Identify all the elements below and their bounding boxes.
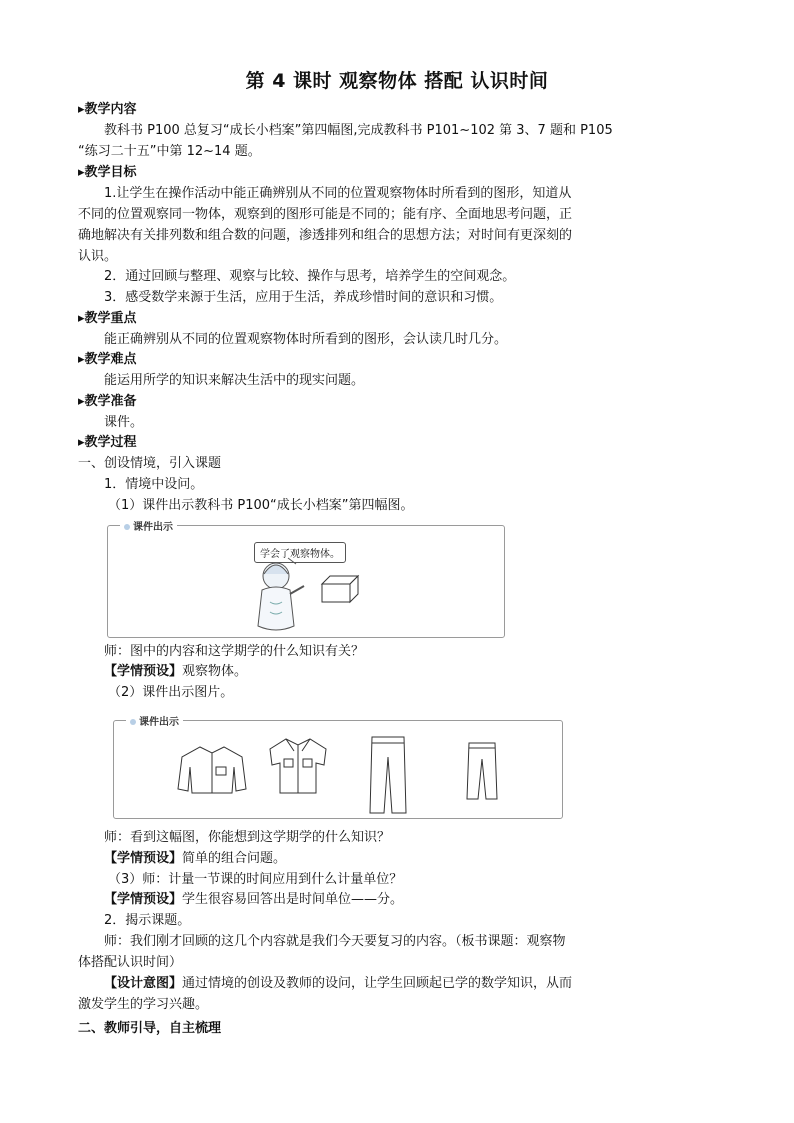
process-step-1-2: （2）课件出示图片。 <box>108 685 234 700</box>
teacher-line-b: 体搭配认识时间） <box>78 955 183 970</box>
goal-line-1c: 确地解决有关排列数和组合数的问题，渗透排列和组合的思想方法；对时间有更深刻的 <box>78 228 573 243</box>
girl-with-speech-bubble-icon <box>248 554 328 636</box>
process-step-1-1: （1）课件出示教科书 P100“成长小档案”第四幅图。 <box>108 498 414 513</box>
speech-bubble: 学会了观察物体。 <box>254 542 346 563</box>
goal-line-3: 3．感受数学来源于生活，应用于生活，养成珍惜时间的意识和习惯。 <box>104 290 503 305</box>
process-section-1: 一、创设情境，引入课题 <box>78 456 222 471</box>
answer-1: 【学情预设】观察物体。 <box>104 664 248 679</box>
question-3: （3）师：计量一节课的时间应用到什么计量单位？ <box>108 872 403 887</box>
content-line-2: “练习二十五”中第 12~14 题。 <box>78 144 261 159</box>
courseware-box-1 <box>107 522 505 638</box>
courseware-label-1: 课件出示 <box>120 518 177 533</box>
key-point-line: 能正确辨别从不同的位置观察物体时所看到的图形，会认读几时几分。 <box>104 332 508 347</box>
answer-2: 【学情预设】简单的组合问题。 <box>104 851 287 866</box>
heading-process: ▸教学过程 <box>78 435 137 450</box>
process-step-2: 2．揭示课题。 <box>104 913 191 928</box>
heading-difficulties: ▸教学难点 <box>78 352 137 367</box>
design-line-a: 【设计意图】通过情境的创设及教师的设问，让学生回顾起已学的数学知识，从而 <box>104 976 573 991</box>
jacket-icon <box>176 743 248 797</box>
heading-preparation: ▸教学准备 <box>78 394 137 409</box>
goal-line-1b: 不同的位置观察同一物体，观察到的图形可能是不同的；能有序、全面地思考问题，正 <box>78 207 573 222</box>
process-step-1: 1．情境中设问。 <box>104 477 204 492</box>
short-pants-icon <box>464 741 500 801</box>
heading-content: ▸教学内容 <box>78 102 137 117</box>
goal-line-1a: 1.让学生在操作活动中能正确辨别从不同的位置观察物体时所看到的图形，知道从 <box>104 186 572 201</box>
page-title: 第 4 课时 观察物体 搭配 认识时间 <box>245 70 549 92</box>
cuboid-icon <box>320 574 360 604</box>
long-pants-icon <box>366 735 410 815</box>
preparation-line: 课件。 <box>104 415 144 430</box>
design-line-b: 激发学生的学习兴趣。 <box>78 997 209 1012</box>
content-line-1: 教科书 P100 总复习“成长小档案”第四幅图,完成教科书 P101~102 第 3、7 题和 P105 <box>104 123 613 138</box>
question-1: 师：图中的内容和这学期学的什么知识有关？ <box>104 644 365 659</box>
process-section-2: 二、教师引导，自主梳理 <box>78 1021 222 1036</box>
heading-goals: ▸教学目标 <box>78 165 137 180</box>
shirt-icon <box>266 735 330 797</box>
teacher-line-a: 师：我们刚才回顾的这几个内容就是我们今天要复习的内容。（板书课题：观察物 <box>104 934 566 949</box>
answer-3: 【学情预设】学生很容易回答出是时间单位——分。 <box>104 892 404 907</box>
question-2: 师：看到这幅图，你能想到这学期学的什么知识？ <box>104 830 391 845</box>
goal-line-2: 2．通过回顾与整理、观察与比较、操作与思考，培养学生的空间观念。 <box>104 269 516 284</box>
goal-line-1d: 认识。 <box>78 249 118 264</box>
courseware-box-2 <box>113 717 563 819</box>
courseware-label-2: 课件出示 <box>126 713 183 728</box>
difficulty-line: 能运用所学的知识来解决生活中的现实问题。 <box>104 373 365 388</box>
heading-key-points: ▸教学重点 <box>78 311 137 326</box>
